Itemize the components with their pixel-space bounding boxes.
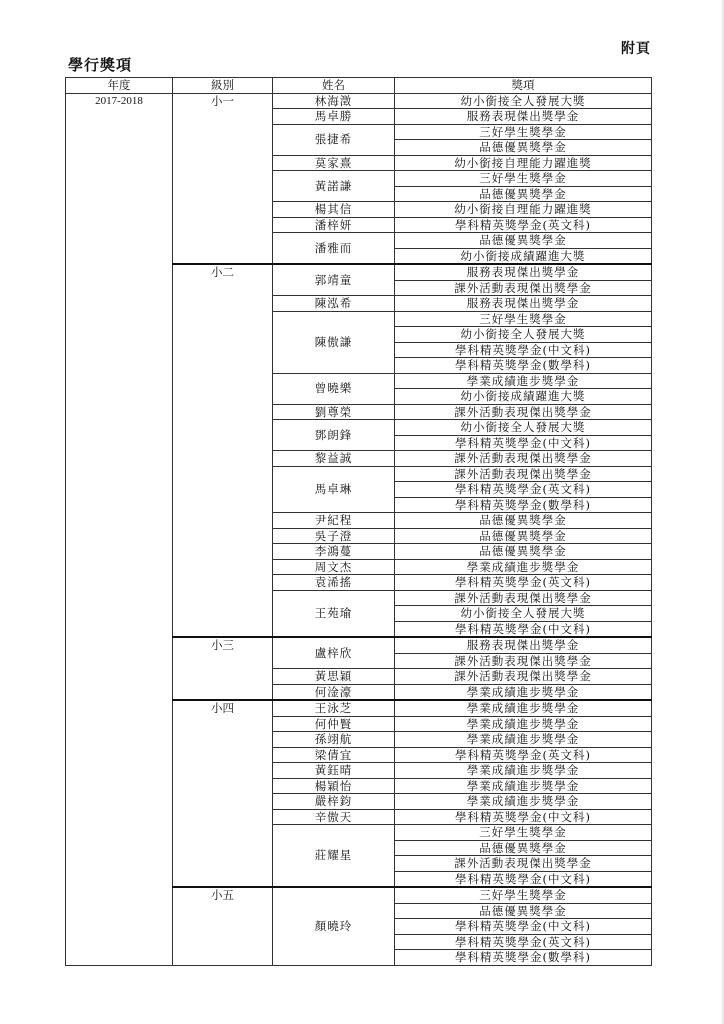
- award-cell: 學科精英獎學金(數學科): [395, 950, 652, 966]
- award-cell: 幼小銜接自理能力躍進獎: [395, 155, 652, 171]
- student-name-cell: 曾曉樂: [273, 373, 395, 404]
- award-cell: 課外活動表現傑出獎學金: [395, 856, 652, 872]
- award-cell: 三好學生獎學金: [395, 825, 652, 841]
- student-name-cell: 顏曉玲: [273, 887, 395, 965]
- award-cell: 課外活動表現傑出獎學金: [395, 590, 652, 606]
- student-name-cell: 黃思穎: [273, 669, 395, 685]
- student-name-cell: 周文杰: [273, 559, 395, 575]
- award-cell: 學業成績進步獎學金: [395, 716, 652, 732]
- award-cell: 服務表現傑出獎學金: [395, 296, 652, 312]
- student-name-cell: 陳泓希: [273, 296, 395, 312]
- award-cell: 學科精英獎學金(中文科): [395, 435, 652, 451]
- student-name-cell: 林海澂: [273, 93, 395, 109]
- student-name-cell: 陳傲謙: [273, 311, 395, 373]
- grade-cell: 小一: [173, 93, 273, 264]
- award-cell: 學科精英獎學金(英文科): [395, 747, 652, 763]
- award-cell: 學業成績進步獎學金: [395, 700, 652, 716]
- award-cell: 品德優異獎學金: [395, 233, 652, 249]
- award-cell: 學業成績進步獎學金: [395, 794, 652, 810]
- student-name-cell: 黃諾謙: [273, 171, 395, 202]
- award-cell: 學科精英獎學金(英文科): [395, 575, 652, 591]
- award-cell: 課外活動表現傑出獎學金: [395, 280, 652, 296]
- award-cell: 品德優異獎學金: [395, 513, 652, 529]
- column-header-name: 姓名: [273, 78, 395, 94]
- award-cell: 服務表現傑出獎學金: [395, 637, 652, 653]
- award-cell: 學業成績進步獎學金: [395, 684, 652, 700]
- student-name-cell: 嚴梓鈞: [273, 794, 395, 810]
- award-cell: 品德優異獎學金: [395, 544, 652, 560]
- student-name-cell: 辛傲天: [273, 809, 395, 825]
- grade-cell: 小四: [173, 700, 273, 887]
- column-header-grade: 級別: [173, 78, 273, 94]
- student-name-cell: 何淦濠: [273, 684, 395, 700]
- student-name-cell: 王泳芝: [273, 700, 395, 716]
- award-cell: 三好學生獎學金: [395, 124, 652, 140]
- award-cell: 品德優異獎學金: [395, 140, 652, 156]
- award-cell: 學業成績進步獎學金: [395, 778, 652, 794]
- award-cell: 課外活動表現傑出獎學金: [395, 451, 652, 467]
- award-cell: 課外活動表現傑出獎學金: [395, 653, 652, 669]
- award-cell: 學科精英獎學金(中文科): [395, 342, 652, 358]
- student-name-cell: 潘梓妍: [273, 217, 395, 233]
- award-cell: 品德優異獎學金: [395, 186, 652, 202]
- award-cell: 學科精英獎學金(英文科): [395, 482, 652, 498]
- award-cell: 品德優異獎學金: [395, 840, 652, 856]
- award-cell: 三好學生獎學金: [395, 171, 652, 187]
- award-cell: 學業成績進步獎學金: [395, 559, 652, 575]
- award-cell: 三好學生獎學金: [395, 887, 652, 903]
- award-cell: 課外活動表現傑出獎學金: [395, 404, 652, 420]
- student-name-cell: 楊穎怡: [273, 778, 395, 794]
- student-name-cell: 張捷希: [273, 124, 395, 155]
- student-name-cell: 黃鈺晴: [273, 763, 395, 779]
- award-cell: 幼小銜接全人發展大獎: [395, 93, 652, 109]
- student-name-cell: 盧梓欣: [273, 637, 395, 669]
- column-header-year: 年度: [66, 78, 173, 94]
- award-cell: 品德優異獎學金: [395, 903, 652, 919]
- award-cell: 學科精英獎學金(中文科): [395, 871, 652, 887]
- awards-table-body: [66, 93, 652, 965]
- student-name-cell: 梁倩宜: [273, 747, 395, 763]
- student-name-cell: 黎益誠: [273, 451, 395, 467]
- award-cell: 幼小銜接全人發展大獎: [395, 327, 652, 343]
- award-cell: 學科精英獎學金(中文科): [395, 919, 652, 935]
- award-cell: 品德優異獎學金: [395, 528, 652, 544]
- award-cell: 學業成績進步獎學金: [395, 763, 652, 779]
- student-name-cell: 劉尊榮: [273, 404, 395, 420]
- award-cell: 學業成績進步獎學金: [395, 732, 652, 748]
- award-cell: 幼小銜接自理能力躍進獎: [395, 202, 652, 218]
- grade-cell: 小五: [173, 887, 273, 965]
- award-cell: 學科精英獎學金(英文科): [395, 217, 652, 233]
- awards-table: [65, 77, 652, 966]
- award-cell: 三好學生獎學金: [395, 311, 652, 327]
- year-cell: 2017-2018: [66, 93, 173, 965]
- student-name-cell: 楊其信: [273, 202, 395, 218]
- award-cell: 服務表現傑出獎學金: [395, 264, 652, 280]
- award-cell: 學科精英獎學金(英文科): [395, 934, 652, 950]
- award-cell: 學科精英獎學金(中文科): [395, 621, 652, 637]
- student-name-cell: 莊耀星: [273, 825, 395, 888]
- award-cell: 學業成績進步獎學金: [395, 373, 652, 389]
- grade-cell: 小三: [173, 637, 273, 700]
- award-cell: 學科精英獎學金(數學科): [395, 358, 652, 374]
- award-cell: 幼小銜接成績躍進大獎: [395, 389, 652, 405]
- student-name-cell: 馬卓勝: [273, 109, 395, 125]
- award-cell: 幼小銜接成績躍進大獎: [395, 248, 652, 264]
- column-header-award: 獎項: [395, 78, 652, 94]
- grade-cell: 小二: [173, 264, 273, 637]
- table-header-row: [66, 78, 652, 94]
- award-cell: 學科精英獎學金(中文科): [395, 809, 652, 825]
- student-name-cell: 王苑瑜: [273, 590, 395, 637]
- student-name-cell: 何仲賢: [273, 716, 395, 732]
- student-name-cell: 尹紀程: [273, 513, 395, 529]
- student-name-cell: 袁浠搖: [273, 575, 395, 591]
- award-cell: 學科精英獎學金(數學科): [395, 497, 652, 513]
- award-cell: 課外活動表現傑出獎學金: [395, 669, 652, 685]
- student-name-cell: 李鴻蔓: [273, 544, 395, 560]
- table-row: [66, 93, 652, 109]
- award-cell: 課外活動表現傑出獎學金: [395, 466, 652, 482]
- appendix-label: 附頁: [621, 41, 651, 57]
- student-name-cell: 孫翊航: [273, 732, 395, 748]
- section-title: 學行獎項: [68, 56, 133, 74]
- student-name-cell: 鄧朗鋒: [273, 420, 395, 451]
- student-name-cell: 吳子澄: [273, 528, 395, 544]
- student-name-cell: 潘雅而: [273, 233, 395, 265]
- award-cell: 服務表現傑出獎學金: [395, 109, 652, 125]
- student-name-cell: 莫家熹: [273, 155, 395, 171]
- award-cell: 幼小銜接全人發展大獎: [395, 606, 652, 622]
- student-name-cell: 郭靖童: [273, 264, 395, 296]
- student-name-cell: 馬卓琳: [273, 466, 395, 513]
- award-cell: 幼小銜接全人發展大獎: [395, 420, 652, 436]
